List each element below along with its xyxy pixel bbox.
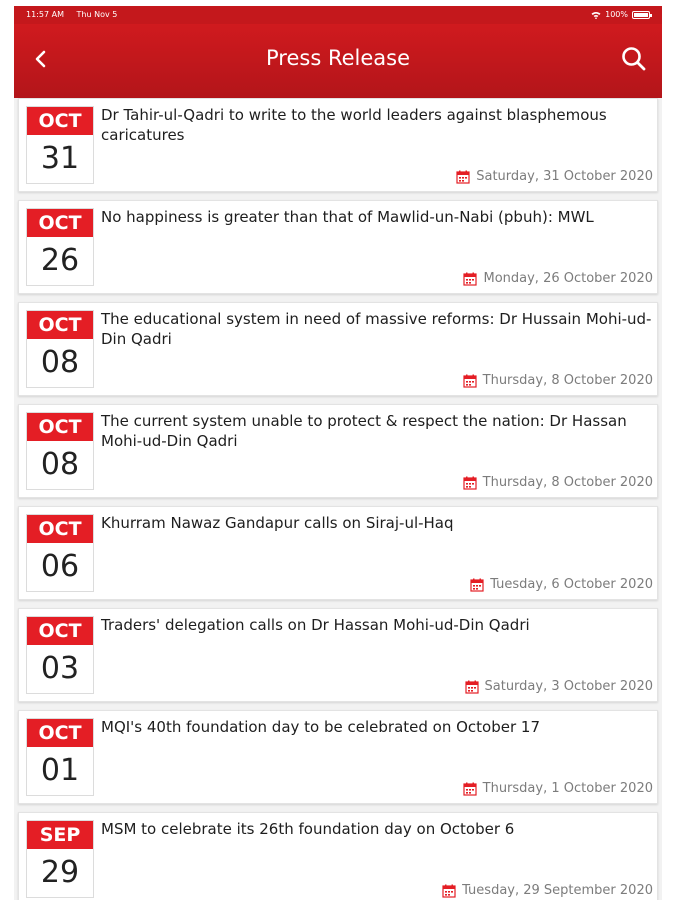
badge-day: 26 bbox=[40, 243, 80, 278]
item-date: Thursday, 8 October 2020 bbox=[482, 475, 653, 490]
item-date-row bbox=[463, 475, 653, 490]
item-date: Tuesday, 6 October 2020 bbox=[490, 577, 653, 592]
item-title: The current system unable to protect & respect the nation: Dr Hassan Mohi-ud-Din Qadri bbox=[101, 412, 627, 450]
item-title: The educational system in need of massive reforms: Dr Hussain Mohi-ud-Din Qadri bbox=[101, 310, 652, 348]
item-date: Thursday, 1 October 2020 bbox=[482, 781, 653, 796]
badge-day: 29 bbox=[40, 855, 80, 890]
item-date: Monday, 26 October 2020 bbox=[483, 271, 653, 286]
date-badge bbox=[26, 310, 94, 388]
badge-day: 31 bbox=[40, 141, 80, 176]
wifi-icon bbox=[591, 11, 601, 19]
date-badge bbox=[26, 208, 94, 286]
press-release-item[interactable] bbox=[18, 506, 658, 600]
item-title: MSM to celebrate its 26th foundation day on October 6 bbox=[101, 820, 515, 838]
item-date-row bbox=[470, 577, 653, 592]
press-release-item[interactable] bbox=[18, 200, 658, 294]
date-badge bbox=[26, 514, 94, 592]
app-screen bbox=[14, 6, 662, 900]
search-icon bbox=[618, 43, 650, 75]
item-title: Dr Tahir-ul-Qadri to write to the world leaders against blasphemous caricatures bbox=[101, 106, 607, 144]
status-date: Thu Nov 5 bbox=[76, 10, 118, 19]
date-badge bbox=[26, 412, 94, 490]
item-date: Saturday, 31 October 2020 bbox=[476, 169, 653, 184]
press-release-item[interactable] bbox=[18, 404, 658, 498]
badge-month: OCT bbox=[27, 617, 93, 645]
date-badge bbox=[26, 718, 94, 796]
calendar-icon bbox=[463, 374, 477, 388]
status-time: 11:57 AM bbox=[26, 10, 64, 19]
date-badge bbox=[26, 106, 94, 184]
search-button[interactable] bbox=[618, 43, 650, 75]
item-date-row bbox=[463, 373, 653, 388]
press-release-item[interactable] bbox=[18, 710, 658, 804]
calendar-icon bbox=[442, 884, 456, 898]
badge-month: OCT bbox=[27, 413, 93, 441]
item-date-row bbox=[463, 271, 653, 286]
status-bar bbox=[14, 6, 662, 24]
badge-month: OCT bbox=[27, 107, 93, 135]
item-date: Thursday, 8 October 2020 bbox=[482, 373, 653, 388]
badge-day: 03 bbox=[40, 651, 80, 686]
calendar-icon bbox=[470, 578, 484, 592]
calendar-icon bbox=[465, 680, 479, 694]
badge-month: OCT bbox=[27, 515, 93, 543]
calendar-icon bbox=[463, 782, 477, 796]
badge-day: 08 bbox=[40, 345, 80, 380]
battery-icon bbox=[632, 11, 650, 19]
item-title: MQI's 40th foundation day to be celebrated on October 17 bbox=[101, 718, 540, 736]
item-date-row bbox=[463, 781, 653, 796]
item-date-row bbox=[465, 679, 654, 694]
item-date-row bbox=[456, 169, 653, 184]
badge-day: 01 bbox=[40, 753, 80, 788]
item-title: Khurram Nawaz Gandapur calls on Siraj-ul-Haq bbox=[101, 514, 454, 532]
page-title: Press Release bbox=[266, 46, 410, 70]
badge-month: OCT bbox=[27, 209, 93, 237]
badge-month: OCT bbox=[27, 311, 93, 339]
badge-day: 08 bbox=[40, 447, 80, 482]
item-title: Traders' delegation calls on Dr Hassan Mohi-ud-Din Qadri bbox=[101, 616, 530, 634]
calendar-icon bbox=[456, 170, 470, 184]
press-release-item[interactable] bbox=[18, 812, 658, 900]
date-badge bbox=[26, 616, 94, 694]
badge-day: 06 bbox=[40, 549, 80, 584]
badge-month: OCT bbox=[27, 719, 93, 747]
press-release-item[interactable] bbox=[18, 98, 658, 192]
press-release-item[interactable] bbox=[18, 608, 658, 702]
item-date: Tuesday, 29 September 2020 bbox=[462, 883, 653, 898]
item-title: No happiness is greater than that of Mawlid-un-Nabi (pbuh): MWL bbox=[101, 208, 594, 226]
calendar-icon bbox=[463, 476, 477, 490]
item-date: Saturday, 3 October 2020 bbox=[484, 679, 653, 694]
calendar-icon bbox=[463, 272, 477, 286]
date-badge bbox=[26, 820, 94, 898]
badge-month: SEP bbox=[27, 821, 93, 849]
item-date-row bbox=[442, 883, 653, 898]
press-release-item[interactable] bbox=[18, 302, 658, 396]
header-bar bbox=[14, 24, 662, 98]
battery-percent: 100% bbox=[605, 10, 628, 19]
